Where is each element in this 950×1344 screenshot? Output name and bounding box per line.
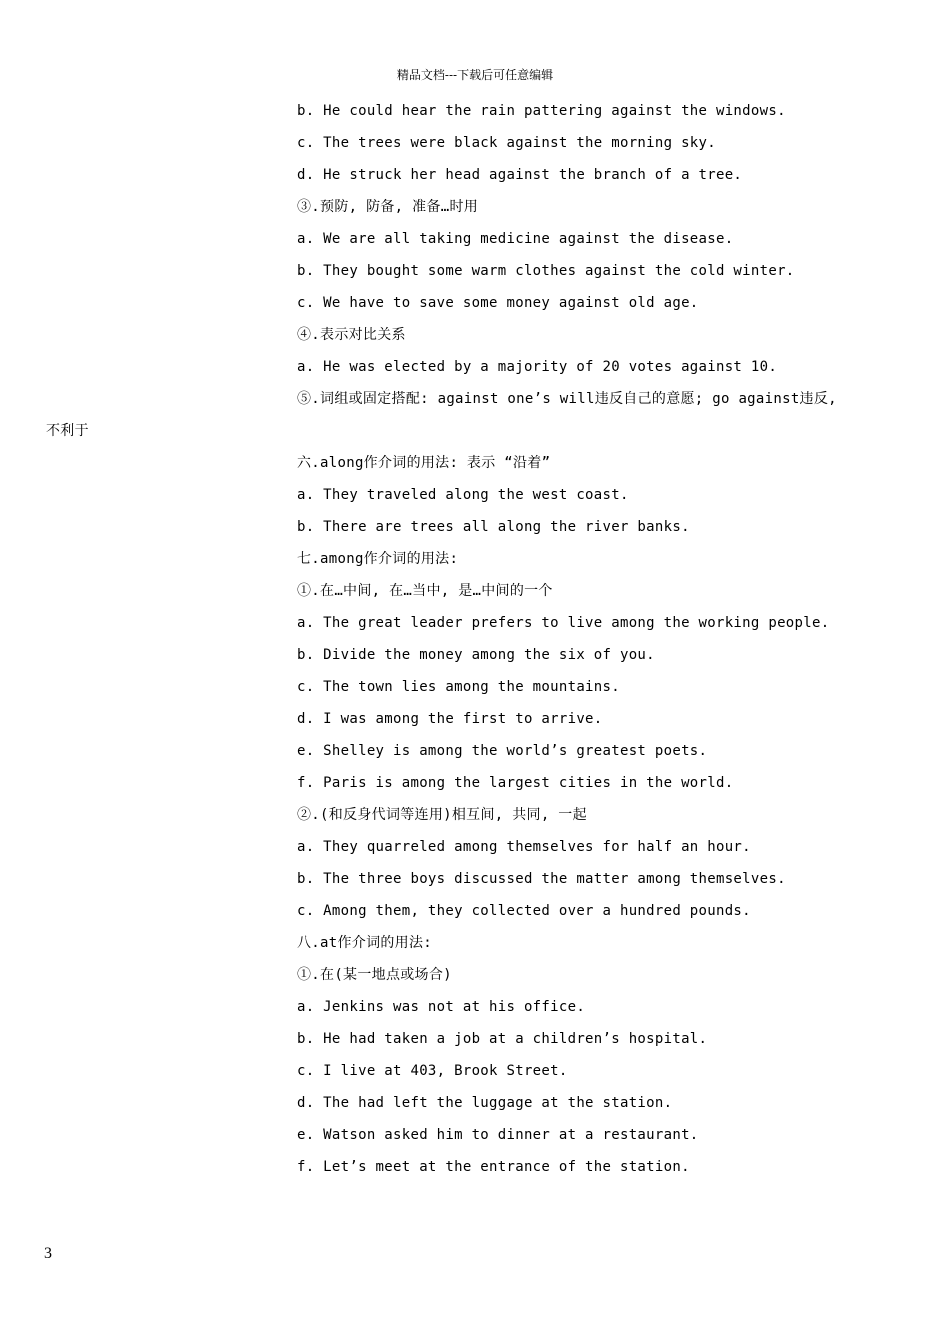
page-number: 3 <box>44 1245 52 1262</box>
section-heading: 六.along作介词的用法: 表示 “沿着” <box>297 455 551 471</box>
section-heading: ③.预防, 防备, 准备…时用 <box>297 199 479 215</box>
text-line: c. We have to save some money against old age. <box>297 295 699 311</box>
text-line: d. I was among the first to arrive. <box>297 711 603 727</box>
section-heading: ①.在(某一地点或场合) <box>297 967 452 983</box>
text-line: e. Shelley is among the world’s greatest poets. <box>297 743 708 759</box>
section-heading: ⑤.词组或固定搭配: against one’s will违反自己的意愿; go against违反, <box>297 391 837 407</box>
text-line: a. They traveled along the west coast. <box>297 487 629 503</box>
text-line: e. Watson asked him to dinner at a restaurant. <box>297 1127 699 1143</box>
section-heading: ②.(和反身代词等连用)相互间, 共同, 一起 <box>297 807 587 823</box>
text-line: a. The great leader prefers to live among the working people. <box>297 615 830 631</box>
text-line: b. Divide the money among the six of you. <box>297 647 655 663</box>
text-line: f. Let’s meet at the entrance of the station. <box>297 1159 690 1175</box>
text-line: b. He had taken a job at a children’s hospital. <box>297 1031 708 1047</box>
text-line: c. I live at 403, Brook Street. <box>297 1063 568 1079</box>
section-heading: 八.at作介词的用法: <box>297 935 433 951</box>
text-line: a. Jenkins was not at his office. <box>297 999 586 1015</box>
section-heading: ④.表示对比关系 <box>297 327 406 343</box>
section-heading: ①.在…中间, 在…当中, 是…中间的一个 <box>297 583 553 599</box>
text-line: d. The had left the luggage at the station. <box>297 1095 673 1111</box>
text-line: b. They bought some warm clothes against the cold winter. <box>297 263 795 279</box>
text-line: a. He was elected by a majority of 20 votes against 10. <box>297 359 778 375</box>
text-line-continuation: 不利于 <box>46 423 89 439</box>
text-line: d. He struck her head against the branch of a tree. <box>297 167 743 183</box>
text-line: b. He could hear the rain pattering against the windows. <box>297 103 786 119</box>
text-line: f. Paris is among the largest cities in the world. <box>297 775 734 791</box>
text-line: c. The town lies among the mountains. <box>297 679 620 695</box>
text-line: c. Among them, they collected over a hundred pounds. <box>297 903 751 919</box>
text-line: a. We are all taking medicine against the disease. <box>297 231 734 247</box>
text-line: c. The trees were black against the morning sky. <box>297 135 716 151</box>
section-heading: 七.among作介词的用法: <box>297 551 459 567</box>
text-line: b. The three boys discussed the matter among themselves. <box>297 871 786 887</box>
page-header: 精品文档---下载后可任意编辑 <box>396 68 554 82</box>
text-line: b. There are trees all along the river banks. <box>297 519 690 535</box>
text-line: a. They quarreled among themselves for half an hour. <box>297 839 751 855</box>
